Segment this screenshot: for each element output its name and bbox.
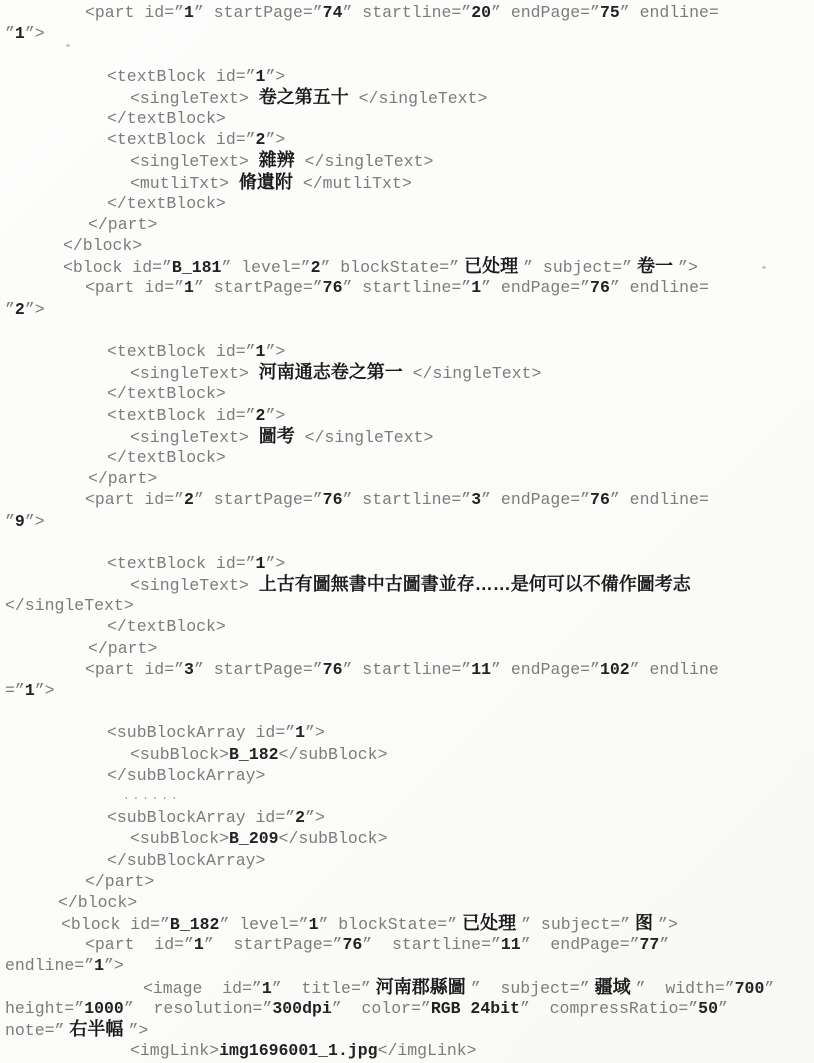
cjk-content-text: 脩遺附	[238, 171, 293, 192]
code-line	[0, 1019, 814, 1040]
xml-value-text: B_209	[229, 829, 279, 849]
xml-markup-text: </singleText>	[294, 427, 434, 447]
xml-value-text: 2	[310, 258, 321, 278]
code-line	[0, 913, 814, 934]
scan-speck	[762, 266, 766, 269]
xml-value-text: 1	[295, 723, 306, 743]
xml-value-text: 1	[471, 278, 482, 298]
xml-value-text: 1	[255, 553, 266, 573]
code-line	[0, 977, 814, 998]
xml-markup-text: ” endPage=”	[481, 278, 591, 298]
code-line	[0, 616, 814, 637]
xml-markup-text: <part id=”	[85, 490, 185, 510]
xml-value-text: 76	[322, 278, 343, 298]
xml-value-text: 1	[24, 681, 35, 700]
xml-markup-text: <singleText>	[130, 576, 259, 596]
xml-value-text: 1	[14, 24, 25, 44]
code-line	[0, 659, 814, 680]
xml-value-text: 76	[322, 659, 343, 679]
xml-markup-text: ” startline=”	[342, 3, 472, 22]
xml-markup-text: ” startPage=”	[193, 278, 323, 298]
xml-value-text: img1696001_1.jpg	[219, 1041, 378, 1061]
xml-value-text: 1	[261, 978, 272, 998]
code-line	[0, 320, 814, 341]
code-line	[0, 214, 814, 235]
xml-value-text: 2	[295, 808, 306, 828]
xml-value-text: 1	[308, 915, 319, 935]
xml-value-text: 2	[255, 405, 266, 425]
xml-markup-text: ” title=”	[271, 978, 371, 998]
code-line	[0, 405, 814, 426]
xml-markup-text: =”	[5, 681, 25, 700]
xml-markup-text: ” endPage=”	[481, 490, 591, 510]
xml-markup-text: ” blockState=”	[318, 915, 458, 935]
xml-markup-text: ”>	[24, 511, 45, 531]
xml-markup-text: ” level=”	[219, 915, 309, 935]
code-line	[0, 108, 814, 129]
code-line	[0, 277, 814, 298]
code-line	[0, 150, 814, 171]
xml-markup-text: ” endline=	[609, 278, 709, 298]
xml-value-text: 76	[590, 278, 610, 298]
xml-markup-text: <subBlockArray id=”	[107, 723, 296, 743]
xml-markup-text: </subBlockArray>	[107, 765, 266, 785]
xml-markup-text: </textBlock>	[107, 617, 226, 637]
xml-markup-text: </subBlock>	[278, 829, 388, 849]
xml-value-text: 1	[255, 66, 266, 86]
code-line	[0, 299, 814, 320]
xml-value-text: 20	[471, 3, 492, 22]
xml-markup-text: ” endline=	[619, 3, 719, 22]
xml-markup-text: <singleText>	[130, 364, 259, 384]
xml-markup-text: <part id=”	[85, 278, 185, 298]
code-line	[0, 532, 814, 553]
xml-markup-text: </block>	[58, 892, 138, 912]
code-line	[0, 828, 814, 849]
xml-value-text: 102	[599, 659, 630, 679]
code-line	[0, 955, 814, 976]
xml-markup-text: </singleText>	[5, 596, 134, 616]
xml-markup-text: ”>	[34, 681, 55, 700]
xml-markup-text: </singleText>	[294, 152, 434, 172]
xml-markup-text: ”	[717, 998, 728, 1018]
xml-value-text: 3	[184, 659, 194, 679]
xml-value-text: 76	[322, 490, 343, 510]
xml-markup-text: </mutliTxt>	[292, 173, 412, 193]
xml-value-text: 2	[14, 299, 25, 319]
xml-markup-text: ” level=”	[221, 258, 311, 278]
xml-value-text: 300dpi	[272, 998, 332, 1018]
xml-markup-text: note=”	[5, 1021, 65, 1040]
xml-markup-text: ”>	[265, 130, 286, 150]
xml-markup-text: ” endPage=”	[491, 659, 600, 679]
xml-markup-text: <block id=”	[63, 258, 172, 278]
xml-markup-text: ”	[5, 24, 15, 44]
code-line	[0, 66, 814, 87]
xml-markup-text: ” color=”	[331, 998, 431, 1018]
code-line	[0, 193, 814, 214]
code-line	[0, 701, 814, 722]
xml-markup-text: </singleText>	[348, 88, 488, 108]
xml-markup-text: </part>	[88, 214, 158, 234]
cjk-content-text: 图	[630, 913, 659, 934]
cjk-content-text: 雜辨	[258, 150, 295, 171]
xml-markup-text: <subBlockArray id=”	[107, 808, 296, 828]
xml-markup-text: ” startline=”	[342, 490, 472, 510]
xml-value-text: 50	[698, 998, 718, 1018]
xml-markup-text: ” startline=”	[342, 659, 472, 679]
xml-markup-text: ”>	[678, 258, 698, 278]
xml-markup-text: ” compressRatio=”	[519, 998, 699, 1018]
xml-markup-text: <textBlock id=”	[107, 66, 256, 86]
code-line	[0, 2, 814, 23]
xml-value-text: 1	[193, 935, 204, 955]
xml-markup-text: <block id=”	[61, 915, 170, 935]
xml-value-text: 2	[184, 490, 194, 510]
xml-markup-text: ” startline=”	[342, 278, 472, 298]
cjk-content-text: 已处理	[459, 256, 524, 277]
xml-markup-text: ”>	[265, 405, 286, 425]
xml-markup-text: ” subject=”	[470, 978, 590, 998]
xml-value-text: 700	[734, 978, 765, 998]
code-line	[0, 722, 814, 743]
ellipsis-dots: ......	[123, 790, 181, 803]
xml-markup-text: ”	[764, 978, 775, 998]
xml-markup-text: ” startPage=”	[193, 3, 323, 22]
code-line	[0, 1040, 814, 1061]
xml-markup-text: ”>	[128, 1021, 149, 1040]
xml-markup-text: ”>	[24, 24, 45, 44]
xml-markup-text: <part id=”	[85, 935, 194, 955]
xml-markup-text: <imgLink>	[130, 1041, 220, 1061]
xml-markup-text: ”	[659, 935, 670, 955]
xml-value-text: 1	[184, 3, 194, 22]
code-line	[0, 235, 814, 256]
code-line	[0, 744, 814, 765]
xml-value-text: B_182	[229, 744, 279, 764]
xml-markup-text: ” resolution=”	[123, 998, 273, 1018]
scan-speck	[66, 44, 70, 47]
xml-markup-text: <part id=”	[85, 3, 185, 22]
xml-markup-text: ” endline=	[609, 490, 709, 510]
xml-markup-text: ” blockState=”	[320, 258, 460, 278]
xml-value-text: B_182	[169, 915, 220, 935]
code-line	[0, 362, 814, 383]
xml-markup-text: <subBlock>	[130, 829, 230, 849]
xml-value-text: 11	[500, 935, 521, 955]
code-line	[0, 172, 814, 193]
cjk-content-text: 卷之第五十	[258, 86, 349, 107]
code-line	[0, 87, 814, 108]
code-line	[0, 23, 814, 44]
xml-markup-text: </part>	[85, 871, 155, 891]
xml-markup-text: ” startPage=”	[193, 659, 323, 679]
xml-value-text: 1	[184, 278, 194, 298]
xml-markup-text: </singleText>	[402, 364, 542, 384]
xml-markup-text: <singleText>	[130, 152, 259, 172]
xml-value-text: 1	[255, 342, 266, 361]
cjk-content-text: 右半幅	[64, 1019, 129, 1039]
xml-markup-text: ”>	[265, 553, 286, 573]
xml-markup-text: ”>	[305, 723, 325, 743]
code-line	[0, 489, 814, 510]
xml-markup-text: <mutliTxt>	[130, 173, 239, 193]
xml-markup-text: </subBlock>	[278, 744, 388, 764]
xml-value-text: RGB 24bit	[430, 998, 520, 1018]
xml-markup-text: <textBlock id=”	[107, 553, 256, 573]
xml-markup-text: <subBlock>	[130, 744, 230, 764]
xml-value-text: 77	[639, 935, 660, 955]
xml-markup-text: </part>	[88, 469, 158, 489]
code-line	[0, 511, 814, 532]
xml-markup-text: <singleText>	[130, 88, 259, 108]
code-line	[0, 129, 814, 150]
xml-value-text: 3	[471, 490, 482, 510]
xml-markup-text: ”>	[24, 299, 45, 319]
xml-value-text: 1	[94, 956, 105, 976]
code-line	[0, 871, 814, 892]
xml-markup-text: ” startPage=”	[193, 490, 323, 510]
code-line	[0, 383, 814, 404]
xml-markup-text: <textBlock id=”	[107, 342, 256, 361]
xml-markup-text: ” startPage=”	[203, 935, 343, 955]
xml-value-text: 9	[14, 511, 25, 531]
xml-markup-text: height=”	[5, 998, 85, 1018]
xml-markup-text: ” startline=”	[362, 935, 501, 955]
xml-markup-text: ” endPage=”	[491, 3, 600, 22]
xml-markup-text: ” subject=”	[523, 258, 633, 278]
xml-markup-text: ” width=”	[635, 978, 735, 998]
cjk-content-text: 上古有圖無書中古圖書並存……是何可以不備作圖考志	[258, 574, 691, 595]
code-line	[0, 574, 814, 595]
xml-markup-text: </subBlockArray>	[107, 850, 266, 870]
xml-markup-text: </textBlock>	[107, 108, 226, 128]
xml-markup-text: ”>	[104, 956, 124, 976]
code-line	[0, 44, 814, 65]
xml-markup-text: <part id=”	[85, 659, 185, 679]
xml-markup-text: ”>	[305, 808, 325, 828]
code-line	[0, 553, 814, 574]
xml-code-listing	[0, 2, 814, 1061]
xml-markup-text: </part>	[88, 638, 158, 658]
xml-markup-text: </block>	[63, 236, 143, 256]
xml-value-text: 74	[322, 3, 343, 22]
xml-markup-text: <image id=”	[143, 978, 262, 998]
xml-markup-text: ”	[5, 299, 15, 319]
xml-markup-text: ”	[5, 511, 15, 531]
xml-markup-text: ” subject=”	[521, 915, 631, 935]
code-line	[0, 680, 814, 701]
code-line	[0, 850, 814, 871]
code-line	[0, 998, 814, 1019]
cjk-content-text: 卷一	[632, 256, 679, 277]
xml-markup-text: <textBlock id=”	[107, 130, 256, 150]
xml-markup-text: endline=”	[5, 956, 95, 976]
code-line	[0, 595, 814, 616]
cjk-content-text: 河南通志卷之第一	[258, 362, 403, 383]
xml-markup-text: </imgLink>	[377, 1041, 477, 1061]
xml-markup-text: <singleText>	[130, 427, 259, 447]
code-line	[0, 341, 814, 362]
xml-value-text: 76	[342, 935, 363, 955]
code-line	[0, 892, 814, 913]
code-line	[0, 765, 814, 786]
xml-markup-text: ” endline	[629, 659, 719, 679]
cjk-content-text: 已处理	[457, 913, 522, 934]
xml-markup-text: </textBlock>	[107, 193, 226, 213]
code-line	[0, 468, 814, 489]
xml-value-text: 1000	[84, 998, 124, 1018]
code-line	[0, 807, 814, 828]
code-line	[0, 426, 814, 447]
xml-markup-text: </textBlock>	[107, 447, 226, 467]
xml-markup-text: </textBlock>	[107, 384, 226, 404]
xml-markup-text: ”>	[265, 342, 286, 361]
code-line	[0, 638, 814, 659]
xml-value-text: 11	[471, 659, 492, 679]
code-line	[0, 447, 814, 468]
cjk-content-text: 河南郡縣圖	[370, 976, 471, 997]
cjk-content-text: 疆域	[589, 976, 636, 997]
xml-value-text: 2	[255, 130, 266, 150]
code-line	[0, 786, 814, 807]
xml-value-text: 75	[599, 3, 620, 22]
xml-markup-text: ”>	[658, 915, 678, 935]
xml-markup-text: <textBlock id=”	[107, 405, 256, 425]
cjk-content-text: 圖考	[258, 425, 295, 446]
xml-value-text: 76	[590, 490, 610, 510]
xml-markup-text: ” endPage=”	[520, 935, 640, 955]
code-line	[0, 934, 814, 955]
code-line	[0, 256, 814, 277]
xml-value-text: B_181	[171, 258, 222, 278]
xml-markup-text: ”>	[265, 66, 286, 86]
